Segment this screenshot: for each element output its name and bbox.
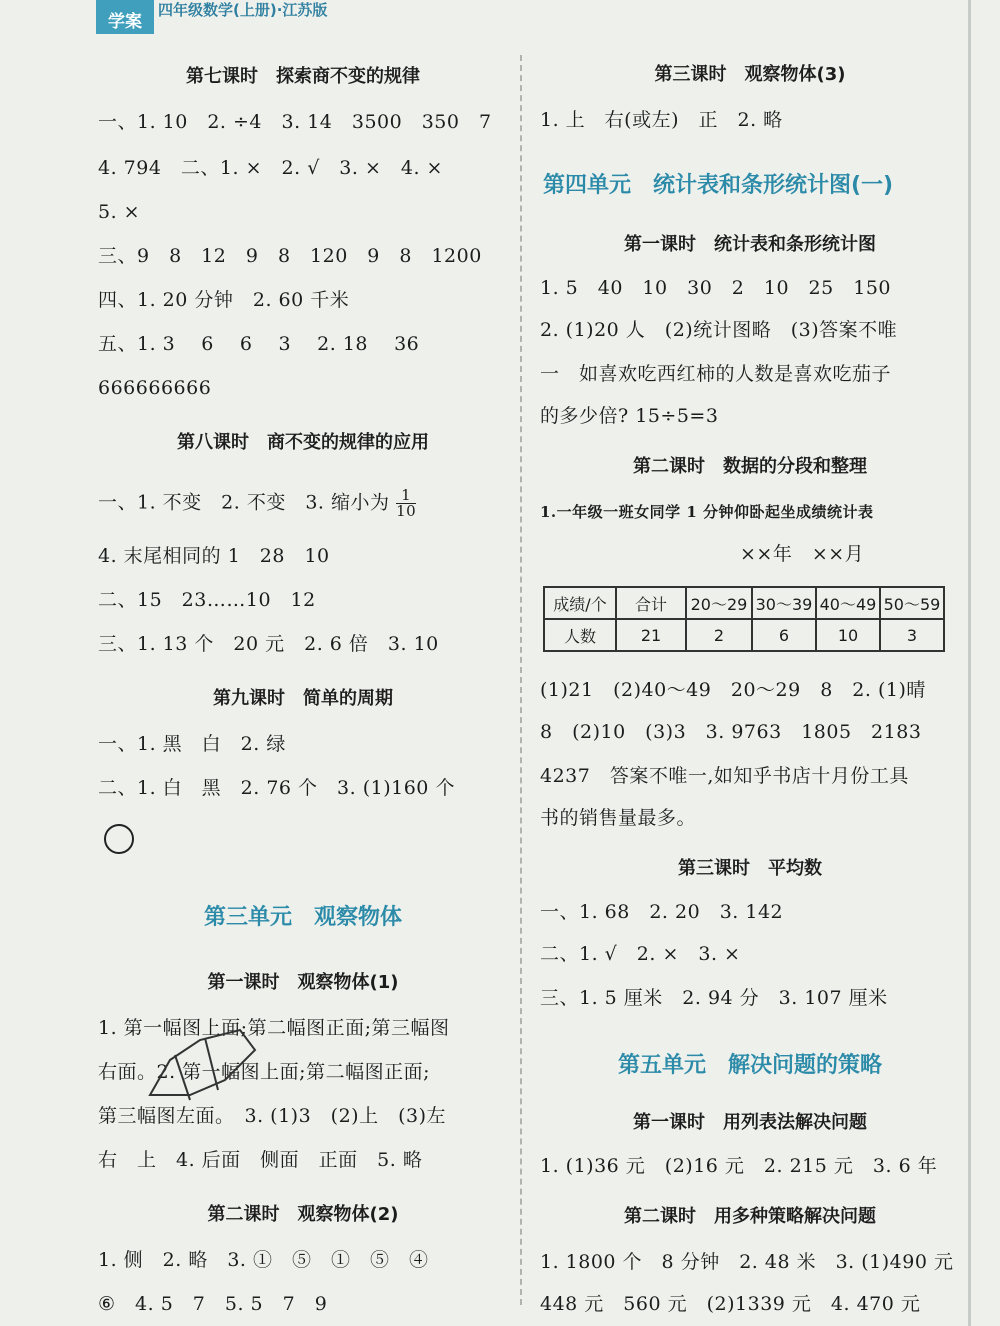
answer-line: 5. × xyxy=(98,201,141,223)
answer-line: 1. (1)36 元 (2)16 元 2. 215 元 3. 6 年 xyxy=(540,1155,938,1177)
header-tag: 学案 xyxy=(96,0,154,34)
answer-line: 一、1. 黑 白 2. 绿 xyxy=(98,733,286,755)
unit-3-lesson-1-title: 第一课时 观察物体(1) xyxy=(207,972,399,993)
unit-5-title: 第五单元 解决问题的策略 xyxy=(617,1053,882,1078)
lesson-9-title: 第九课时 简单的周期 xyxy=(213,688,393,709)
answer-line: 8 (2)10 (3)3 3. 9763 1805 2183 xyxy=(540,721,922,743)
lesson-7-title: 第七课时 探索商不变的规律 xyxy=(186,66,420,87)
table-row xyxy=(544,619,944,651)
answer-line: 五、1. 3 6 6 3 2. 18 36 xyxy=(98,333,420,355)
fraction xyxy=(396,488,416,519)
unit-3-lesson-3-title: 第三课时 观察物体(3) xyxy=(654,64,846,85)
unit-4-lesson-3-title: 第三课时 平均数 xyxy=(678,858,822,879)
unit-3-lesson-2-title: 第二课时 观察物体(2) xyxy=(207,1204,399,1225)
answer-line: 第三幅图左面。 3. (1)3 (2)上 (3)左 xyxy=(98,1105,446,1127)
answer-line: 的多少倍? 15÷5=3 xyxy=(540,405,719,427)
table-header-cell: 50～59 xyxy=(880,587,944,619)
answer-line: 四、1. 20 分钟 2. 60 千米 xyxy=(98,289,350,311)
score-table xyxy=(543,586,945,652)
answer-line: 一 如喜欢吃西红柿的人数是喜欢吃茄子 xyxy=(540,363,892,385)
table-header-cell: 30～39 xyxy=(752,587,816,619)
answer-line: 二、1. √ 2. × 3. × xyxy=(540,943,741,965)
answer-line: 448 元 560 元 (2)1339 元 4. 470 元 xyxy=(540,1293,921,1315)
answer-line: 1. 5 40 10 30 2 10 25 150 xyxy=(540,277,891,299)
table-cell: 2 xyxy=(686,619,752,651)
answer-line: 二、15 23……10 12 xyxy=(98,589,316,611)
answer-line: 三、1. 13 个 20 元 2. 6 倍 3. 10 xyxy=(98,633,439,655)
answer-line: 一、1. 68 2. 20 3. 142 xyxy=(540,901,784,923)
answer-line: 1. 上 右(或左) 正 2. 略 xyxy=(540,109,783,131)
circle-shape-answer xyxy=(104,824,134,854)
table-cell: 21 xyxy=(616,619,686,651)
table-cell: 10 xyxy=(816,619,880,651)
table-cell: 6 xyxy=(752,619,816,651)
table-header-cell: 20～29 xyxy=(686,587,752,619)
page-edge xyxy=(968,0,971,1326)
answer-line: 书的销售量最多。 xyxy=(540,807,697,829)
lesson-8-title: 第八课时 商不变的规律的应用 xyxy=(177,432,429,453)
table-header-row xyxy=(544,587,944,619)
answer-line: 一、1. 10 2. ÷4 3. 14 3500 350 7 xyxy=(98,111,492,133)
unit-4-lesson-2-title: 第二课时 数据的分段和整理 xyxy=(633,456,867,477)
header-title: 四年级数学(上册)·江苏版 xyxy=(158,1,328,19)
column-divider xyxy=(520,55,522,1305)
answer-line: 1. 1800 个 8 分钟 2. 48 米 3. (1)490 元 xyxy=(540,1251,954,1273)
answer-line: (1)21 (2)40～49 20～29 8 2. (1)晴 xyxy=(540,679,926,701)
answer-line: 4. 794 二、1. × 2. √ 3. × 4. × xyxy=(98,157,443,179)
table-header-cell: 合计 xyxy=(616,587,686,619)
answer-line: 666666666 xyxy=(98,377,212,399)
answer-line: 4. 末尾相同的 1 28 10 xyxy=(98,545,330,567)
answer-line: 1. 第一幅图上面;第二幅图正面;第三幅图 xyxy=(98,1017,450,1039)
answer-line: 右 上 4. 后面 侧面 正面 5. 略 xyxy=(98,1149,423,1171)
table-date: ××年 ××月 xyxy=(740,543,865,565)
unit-4-lesson-1-title: 第一课时 统计表和条形统计图 xyxy=(624,234,876,255)
table-header-cell: 40～49 xyxy=(816,587,880,619)
table-caption: 1.一年级一班女同学 1 分钟仰卧起坐成绩统计表 xyxy=(540,503,874,521)
fraction-denominator: 10 xyxy=(396,502,417,520)
table-header-cell: 成绩/个 xyxy=(544,587,616,619)
answer-line: 4237 答案不唯一,如知乎书店十月份工具 xyxy=(540,765,909,787)
answer-line: ⑥ 4. 5 7 5. 5 7 9 xyxy=(98,1293,328,1315)
answer-text: 一、1. 不变 2. 不变 3. 缩小为 xyxy=(98,491,390,514)
unit-5-lesson-2-title: 第二课时 用多种策略解决问题 xyxy=(624,1206,876,1227)
pencil-sketch-mark xyxy=(130,1000,270,1110)
fraction-numerator: 1 xyxy=(396,488,416,504)
table-cell: 3 xyxy=(880,619,944,651)
unit-3-title: 第三单元 观察物体 xyxy=(203,905,402,930)
table-row-label: 人数 xyxy=(544,619,616,651)
answer-line: 二、1. 白 黑 2. 76 个 3. (1)160 个 xyxy=(98,777,455,799)
answer-line: 三、9 8 12 9 8 120 9 8 1200 xyxy=(98,245,482,267)
answer-line: 1. 侧 2. 略 3. ① ⑤ ① ⑤ ④ xyxy=(98,1249,429,1271)
unit-4-title: 第四单元 统计表和条形统计图(一) xyxy=(543,173,894,198)
answer-line: 2. (1)20 人 (2)统计图略 (3)答案不唯 xyxy=(540,319,898,341)
unit-5-lesson-1-title: 第一课时 用列表法解决问题 xyxy=(633,1112,867,1133)
answer-line xyxy=(98,488,416,519)
answer-line: 三、1. 5 厘米 2. 94 分 3. 107 厘米 xyxy=(540,987,888,1009)
answer-line: 右面。2. 第一幅图上面;第二幅图正面; xyxy=(98,1061,430,1083)
